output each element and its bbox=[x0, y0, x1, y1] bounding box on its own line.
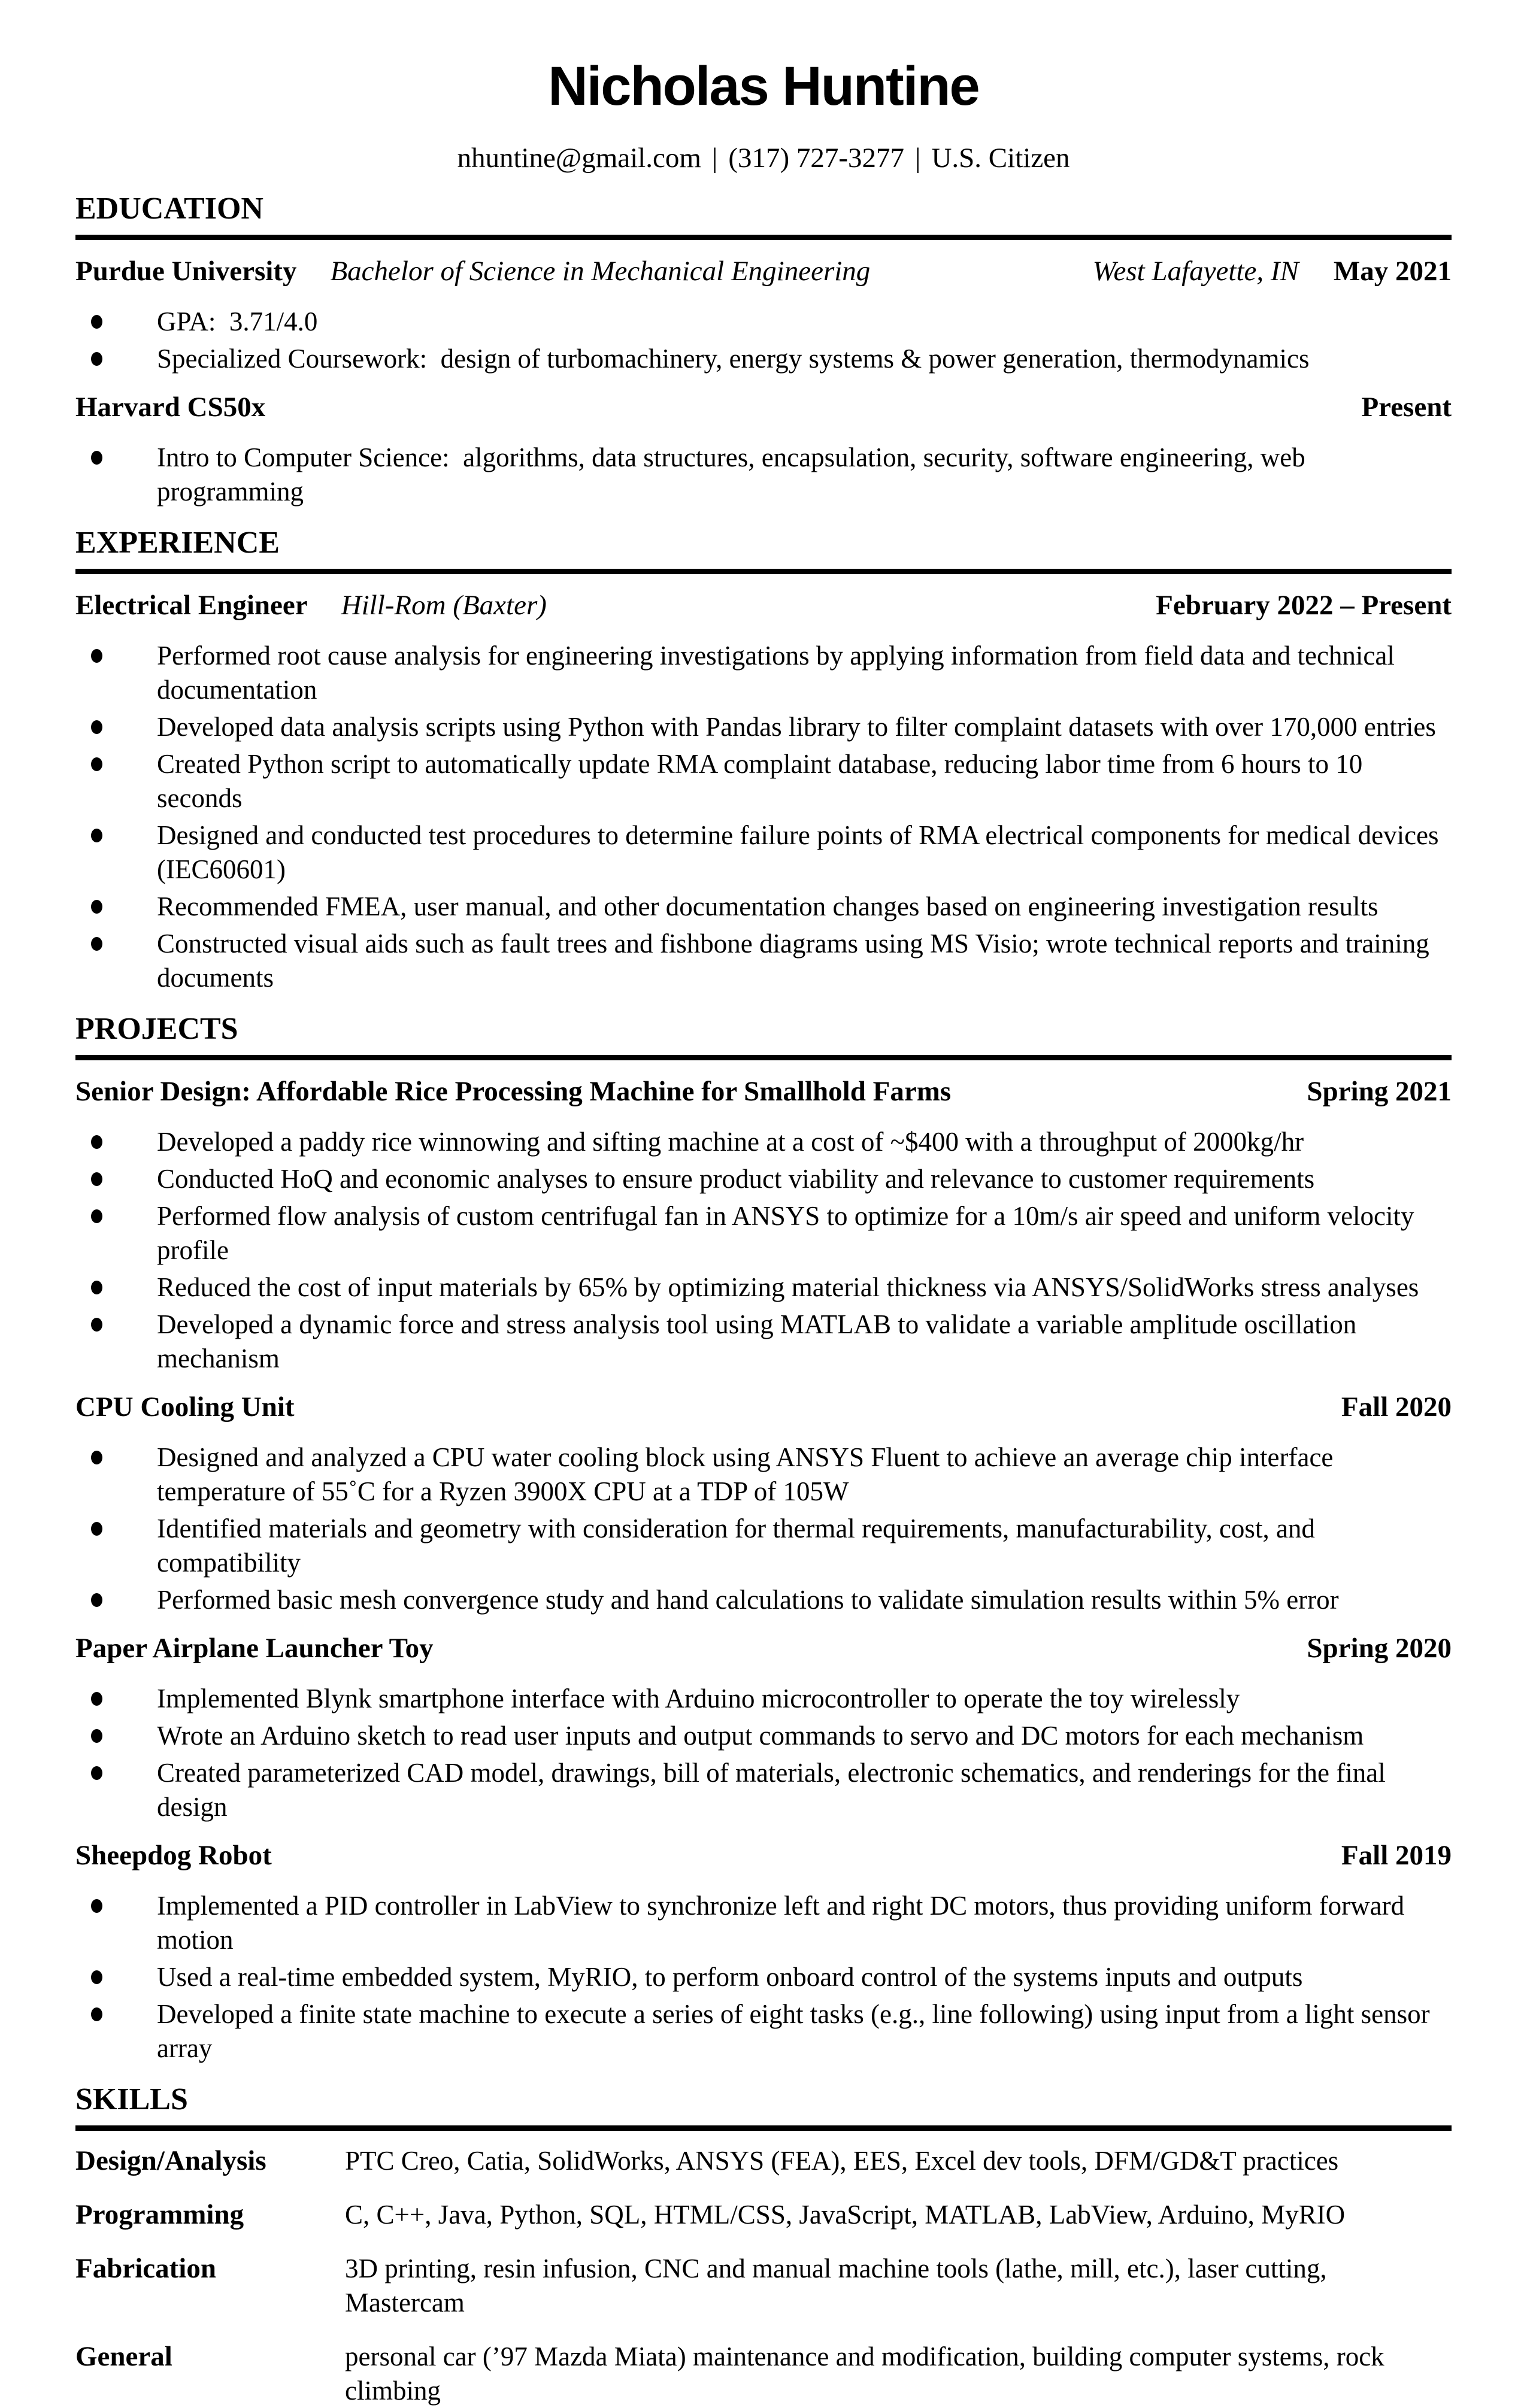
bullet-item bbox=[91, 747, 1452, 815]
bullet-icon bbox=[91, 1970, 102, 1984]
section-rule bbox=[75, 569, 1452, 574]
bullet-icon bbox=[91, 352, 102, 366]
bullet-item bbox=[91, 1889, 1452, 1957]
bullet-item bbox=[91, 1308, 1452, 1376]
bullet-text: GPA: 3.71/4.0 bbox=[157, 307, 318, 336]
skill-value: personal car (’97 Mazda Miata) maintenance and modification, building computer systems, rock climbing bbox=[345, 2342, 1384, 2406]
contact-separator: | bbox=[915, 142, 921, 174]
bullet-icon bbox=[91, 937, 102, 951]
entry-header-left bbox=[75, 1075, 951, 1108]
bullet-icon bbox=[91, 451, 102, 465]
section-title: SKILLS bbox=[75, 2082, 188, 2116]
section-title: EDUCATION bbox=[75, 192, 263, 226]
entry-date: Present bbox=[1361, 392, 1452, 423]
bullet-icon bbox=[91, 1172, 102, 1186]
bullet-list bbox=[75, 441, 1452, 509]
bullet-icon bbox=[91, 1766, 102, 1780]
bullet-item bbox=[91, 342, 1452, 376]
bullet-item bbox=[91, 639, 1452, 707]
bullet-text: Developed data analysis scripts using Python with Pandas library to filter complaint datasets with over 170,000 entries bbox=[157, 712, 1436, 742]
entry-date: May 2021 bbox=[1333, 256, 1452, 287]
bullet-item bbox=[91, 1199, 1452, 1267]
bullet-text: Recommended FMEA, user manual, and other documentation changes based on engineering investigation results bbox=[157, 891, 1378, 921]
bullet-text: Developed a paddy rice winnowing and sifting machine at a cost of ~$400 with a throughput of 2000kg/hr bbox=[157, 1127, 1304, 1157]
bullet-text: Conducted HoQ and economic analyses to ensure product viability and relevance to customer requirements bbox=[157, 1164, 1315, 1194]
entry-header-right bbox=[1341, 1390, 1452, 1424]
entry-header bbox=[75, 254, 1452, 288]
skill-value: C, C++, Java, Python, SQL, HTML/CSS, JavaScript, MATLAB, LabView, Arduino, MyRIO bbox=[345, 2200, 1346, 2230]
entry-header bbox=[75, 1390, 1452, 1424]
entry-date: Spring 2021 bbox=[1307, 1076, 1452, 1107]
skill-row bbox=[75, 2198, 1452, 2232]
bullet-text: Created parameterized CAD model, drawings, bill of materials, electronic schematics, and renderings for the final design bbox=[157, 1758, 1392, 1822]
bullet-text: Implemented a PID controller in LabView to synchronize left and right DC motors, thus providing uniform forward motion bbox=[157, 1891, 1411, 1955]
bullet-item bbox=[91, 1756, 1452, 1824]
bullet-icon bbox=[91, 315, 102, 329]
entry-date: Spring 2020 bbox=[1307, 1633, 1452, 1664]
skill-value: PTC Creo, Catia, SolidWorks, ANSYS (FEA), EES, Excel dev tools, DFM/GD&T practices bbox=[345, 2146, 1339, 2176]
bullet-icon bbox=[91, 649, 102, 663]
entry-date: February 2022 – Present bbox=[1156, 590, 1452, 621]
entry-header bbox=[75, 1631, 1452, 1665]
bullet-item bbox=[91, 1125, 1452, 1159]
bullet-text: Designed and conducted test procedures to determine failure points of RMA electrical components for medical devices (IEC60601) bbox=[157, 820, 1446, 884]
entry-header bbox=[75, 390, 1452, 424]
bullet-text: Performed flow analysis of custom centrifugal fan in ANSYS to optimize for a 10m/s air speed and uniform velocity profile bbox=[157, 1201, 1421, 1265]
bullet-text: Created Python script to automatically update RMA complaint database, reducing labor time from 6 hours to 10 seconds bbox=[157, 749, 1370, 813]
contact-line bbox=[75, 141, 1452, 175]
bullet-icon bbox=[91, 1135, 102, 1149]
skill-label: Programming bbox=[75, 2199, 244, 2230]
entry-header-left bbox=[75, 1631, 434, 1665]
bullet-text: Identified materials and geometry with consideration for thermal requirements, manufacturability, cost, and compatibility bbox=[157, 1514, 1322, 1578]
skill-label: Design/Analysis bbox=[75, 2145, 266, 2176]
email-text: nhuntine@gmail.com bbox=[457, 142, 701, 174]
section-rule bbox=[75, 2125, 1452, 2131]
bullet-text: Constructed visual aids such as fault trees and fishbone diagrams using MS Visio; wrote technical reports and training documents bbox=[157, 929, 1437, 993]
contact-separator: | bbox=[711, 142, 718, 174]
section-experience bbox=[75, 526, 1452, 995]
bullet-text: Developed a dynamic force and stress analysis tool using MATLAB to validate a variable amplitude oscillation mechanism bbox=[157, 1309, 1364, 1373]
bullet-item bbox=[91, 1960, 1452, 1994]
bullet-icon bbox=[91, 1729, 102, 1743]
bullet-item bbox=[91, 1583, 1452, 1617]
bullet-text: Implemented Blynk smartphone interface with Arduino microcontroller to operate the toy wirelessly bbox=[157, 1684, 1240, 1713]
bullet-text: Performed basic mesh convergence study and hand calculations to validate simulation results within 5% error bbox=[157, 1585, 1339, 1615]
entry-location: West Lafayette, IN bbox=[1092, 256, 1299, 287]
bullet-icon bbox=[91, 1899, 102, 1913]
bullet-item bbox=[91, 1440, 1452, 1509]
section-projects bbox=[75, 1012, 1452, 2066]
skill-label: Fabrication bbox=[75, 2253, 216, 2284]
bullet-item bbox=[91, 1719, 1452, 1753]
entry-header-left bbox=[75, 1839, 272, 1872]
skill-label: General bbox=[75, 2341, 172, 2372]
entry-title: Senior Design: Affordable Rice Processing Machine for Smallhold Farms bbox=[75, 1076, 952, 1107]
section-skills bbox=[75, 2082, 1452, 2408]
bullet-list bbox=[75, 305, 1452, 376]
bullet-list bbox=[75, 1125, 1452, 1376]
entry-header-left bbox=[75, 589, 547, 622]
entry-date: Fall 2020 bbox=[1341, 1391, 1452, 1423]
person-name: Nicholas Huntine bbox=[548, 56, 979, 117]
entry-header-right bbox=[1156, 589, 1452, 622]
bullet-icon bbox=[91, 829, 102, 842]
bullet-item bbox=[91, 927, 1452, 995]
skill-row bbox=[75, 2144, 1452, 2178]
entry-subtitle: Hill-Rom (Baxter) bbox=[341, 590, 547, 621]
bullet-text: Specialized Coursework: design of turbomachinery, energy systems & power generation, thermodynamics bbox=[157, 344, 1310, 374]
bullet-item bbox=[91, 1997, 1452, 2066]
entry-header bbox=[75, 1839, 1452, 1872]
bullet-icon bbox=[91, 1451, 102, 1464]
phone-text: (317) 727-3277 bbox=[728, 142, 905, 174]
bullet-list bbox=[75, 1440, 1452, 1617]
bullet-icon bbox=[91, 1209, 102, 1223]
entry-title: Sheepdog Robot bbox=[75, 1840, 272, 1871]
entry-header-right bbox=[1307, 1075, 1452, 1108]
bullet-icon bbox=[91, 757, 102, 771]
bullet-icon bbox=[91, 1522, 102, 1536]
skill-row bbox=[75, 2252, 1452, 2320]
bullet-item bbox=[91, 818, 1452, 887]
entry-title: Electrical Engineer bbox=[75, 590, 308, 621]
bullet-icon bbox=[91, 1281, 102, 1294]
entry-header-right bbox=[1307, 1631, 1452, 1665]
bullet-text: Intro to Computer Science: algorithms, data structures, encapsulation, security, software engineering, web programming bbox=[157, 442, 1313, 507]
bullet-item bbox=[91, 890, 1452, 924]
section-education bbox=[75, 192, 1452, 509]
bullet-text: Performed root cause analysis for engineering investigations by applying information from field data and technical documentation bbox=[157, 641, 1402, 705]
bullet-icon bbox=[91, 1593, 102, 1607]
entry-header-right bbox=[1093, 254, 1452, 288]
bullet-text: Reduced the cost of input materials by 65% by optimizing material thickness via ANSYS/SolidWorks stress analyses bbox=[157, 1272, 1419, 1302]
bullet-item bbox=[91, 1682, 1452, 1716]
citizenship-text: U.S. Citizen bbox=[931, 142, 1070, 174]
entry-header-left bbox=[75, 254, 870, 288]
bullet-icon bbox=[91, 720, 102, 734]
bullet-text: Developed a finite state machine to execute a series of eight tasks (e.g., line following) using input from a light sensor array bbox=[157, 1999, 1437, 2063]
bullet-icon bbox=[91, 1318, 102, 1332]
skill-value: 3D printing, resin infusion, CNC and manual machine tools (lathe, mill, etc.), laser cutting, Mastercam bbox=[345, 2254, 1327, 2318]
entry-header bbox=[75, 589, 1452, 622]
entry-title: CPU Cooling Unit bbox=[75, 1391, 295, 1423]
entry-title: Paper Airplane Launcher Toy bbox=[75, 1633, 434, 1664]
skill-row bbox=[75, 2340, 1452, 2408]
bullet-item bbox=[91, 1512, 1452, 1580]
entry-header-right bbox=[1341, 1839, 1452, 1872]
bullet-list bbox=[75, 1889, 1452, 2066]
bullet-item bbox=[91, 1162, 1452, 1196]
bullet-text: Used a real-time embedded system, MyRIO, to perform onboard control of the systems inputs and outputs bbox=[157, 1962, 1303, 1992]
bullet-icon bbox=[91, 1692, 102, 1706]
section-title: PROJECTS bbox=[75, 1012, 238, 1046]
section-rule bbox=[75, 235, 1452, 240]
bullet-icon bbox=[91, 900, 102, 914]
entry-header-right bbox=[1361, 390, 1452, 424]
entry-header bbox=[75, 1075, 1452, 1108]
bullet-item bbox=[91, 1270, 1452, 1305]
entry-title: Purdue University bbox=[75, 256, 297, 287]
bullet-text: Designed and analyzed a CPU water cooling block using ANSYS Fluent to achieve an average chip interface temperature of 55˚C for a Ryzen 3900X CPU at a TDP of 105W bbox=[157, 1442, 1340, 1506]
bullet-icon bbox=[91, 2007, 102, 2021]
section-title: EXPERIENCE bbox=[75, 526, 280, 560]
bullet-text: Wrote an Arduino sketch to read user inputs and output commands to servo and DC motors for each mechanism bbox=[157, 1721, 1364, 1751]
bullet-item bbox=[91, 710, 1452, 744]
entry-header-left bbox=[75, 390, 265, 424]
bullet-list bbox=[75, 1682, 1452, 1824]
entry-title: Harvard CS50x bbox=[75, 392, 266, 423]
bullet-item bbox=[91, 305, 1452, 339]
entry-subtitle: Bachelor of Science in Mechanical Engineering bbox=[330, 256, 871, 287]
bullet-item bbox=[91, 441, 1452, 509]
section-rule bbox=[75, 1055, 1452, 1060]
entry-header-left bbox=[75, 1390, 295, 1424]
bullet-list bbox=[75, 639, 1452, 995]
entry-date: Fall 2019 bbox=[1341, 1840, 1452, 1871]
